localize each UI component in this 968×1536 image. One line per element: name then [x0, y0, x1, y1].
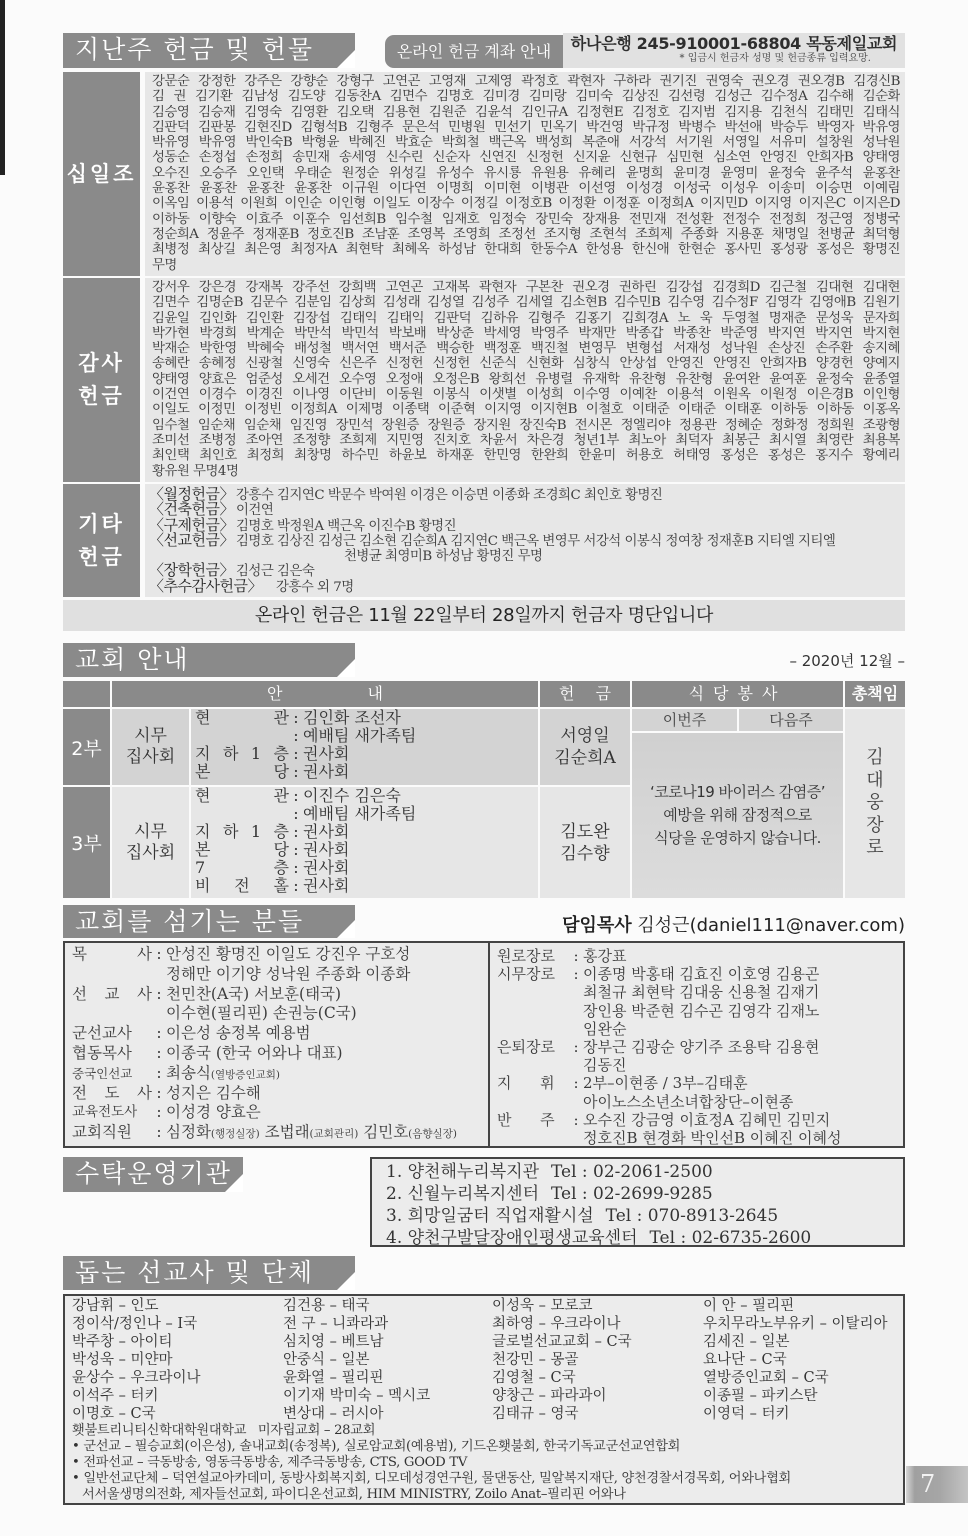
staff-row-cont — [497, 983, 902, 1001]
missionary-entry: 변상대 – 러시아 — [283, 1406, 384, 1422]
chief-char: 장 — [866, 814, 884, 836]
missionary-entry: 이종필 – 파키스탄 — [703, 1388, 818, 1404]
duty-names: 권사회 — [303, 840, 350, 859]
role-names: 이은성 송정복 예용범 — [166, 1024, 311, 1043]
staff-row-emeritus: 원로장로 : 홍강표 — [497, 947, 627, 965]
staff-row-cont — [497, 1020, 902, 1038]
duty-place: 비 전 홀 — [195, 876, 289, 895]
name-line: 김면수 김명순B 김문수 김분임 김상희 김성래 김성열 김성주 김세열 김소현B 김수민B 김수영 김수정F 김영각 김영애B 김원기 — [152, 295, 900, 311]
corner-fold-icon — [337, 920, 355, 938]
name-line: 김승영 김승재 김영숙 김영환 김오택 김용현 김원준 김윤석 김인규A 김정현E 김정호 김지범 김지용 김천식 김태민 김태식 — [152, 104, 900, 120]
role-label: 중국인선교 — [72, 1065, 133, 1081]
duty-row: : 예배팀 새가족팀 — [293, 804, 417, 823]
role-names: 안성진 황명진 이일도 강진우 구호성 — [166, 945, 411, 963]
duty-row: : 예배팀 새가족팀 — [293, 726, 417, 745]
dining-next-week: 다음주 — [739, 709, 843, 731]
name-line: 양태영 양효은 엄준성 오세건 오수영 오정애 오정은B 왕희선 유병렬 유재학 유찬형 유찬형 윤여완 윤여훈 윤정숙 윤종열 — [152, 371, 900, 387]
section-title-text: 수탁운영기관 — [75, 1159, 232, 1188]
role-names: 홍강표 — [583, 947, 627, 965]
tithe-label — [63, 72, 140, 276]
staff-row-employees: 교회직원 : 심정화(행정실장) 조법래(교회관리) 김민호(음향실장) — [72, 1123, 457, 1142]
tithe-names — [145, 72, 905, 276]
employee-name: 심정화 — [166, 1123, 211, 1142]
name-line: 성동순 손정섭 손정희 송민재 송세영 신수린 신순자 신연진 신정헌 신지윤 신현규 심민현 심소연 안영진 안희자B 양태영 — [152, 150, 900, 166]
section-title-last-week-offering — [63, 33, 355, 68]
service-label: 3부 — [71, 833, 102, 855]
corner-fold-icon — [225, 1174, 243, 1192]
missionary-entry: 글로벌선교교회 – C국 — [492, 1334, 632, 1350]
section-title-text: 지난주 헌금 및 헌물 — [75, 35, 315, 64]
name-line: 조미선 조병정 조아연 조정향 조희제 지민영 진치호 차윤서 차은경 청년1부 최노아 최덕자 최봉근 최시열 최영란 최용복 — [152, 432, 900, 448]
name-line: 이옥임 이용석 이원희 이인순 이인형 이일도 이장수 이정길 이정호B 이정환 이정훈 이정희A 이지민D 이지영 이지은C 이지은D — [152, 196, 900, 212]
duty-row: 본 당 : 권사회 — [195, 840, 350, 859]
missionary-entry: 이영덕 – 터키 — [703, 1406, 790, 1422]
dining-this-week: 이번주 — [632, 709, 737, 731]
name-line: 오수진 오승주 오인택 우태순 원정순 위성길 유성수 유시룡 유원용 유혜리 윤명희 윤미경 윤영미 윤정숙 윤주석 윤홍찬 — [152, 165, 900, 181]
offering-type: 〈추수감사헌금〉 — [149, 577, 262, 594]
duty-row: 지 하 1 층 : 권사회 — [195, 744, 350, 763]
thanks-offering-names — [145, 278, 905, 482]
service-2 — [63, 709, 110, 785]
duty-names: 권사회 — [303, 744, 350, 763]
duty-row: 현 관 : 김인화 조선자 — [195, 708, 401, 727]
bulletin-date: – 2020년 12월 – — [789, 652, 905, 670]
label-line: 헌금 — [78, 384, 125, 408]
notice-line: ‘코로나19 바이러스 감염증’ — [649, 783, 826, 801]
consigned-item — [386, 1183, 903, 1205]
header-dining: 식당봉사 — [632, 681, 843, 707]
committee-3 — [112, 787, 189, 898]
role-label: 은퇴장로 — [497, 1037, 555, 1056]
name-line: 김윤일 김인화 김인환 김장섭 김태익 김태익 김판덕 김하유 김형주 김홍기 김희경A 노 욱 두영철 명재춘 문성욱 문자희 — [152, 310, 900, 326]
staff-row-associate: 협동목사 : 이종국 (한국 어와나 대표) — [72, 1043, 343, 1062]
employee-note: (행정실장) — [210, 1128, 260, 1141]
role-names: 성지은 김수해 — [166, 1083, 261, 1102]
role-names: 정호진B 현경화 박인선B 이혜진 이혜성 — [583, 1128, 842, 1147]
facility-tel: Tel : 070-8913-2645 — [605, 1206, 779, 1226]
missionary-entry: 열방증인교회 – C국 — [703, 1370, 829, 1386]
staff-row-military: 군선교사 : 이은성 송정복 예용범 — [72, 1024, 311, 1043]
section-title-text: 돕는 선교사 및 단체 — [75, 1258, 315, 1287]
role-names: 장부근 김광순 양기주 조용탁 김용현 — [583, 1037, 820, 1056]
offering-item-monthly — [149, 486, 900, 501]
role-label: 교회직원 — [72, 1123, 132, 1142]
offering-item-mission-cont — [149, 547, 900, 562]
offering-type: 〈장학헌금〉 — [149, 562, 234, 578]
role-label: 목 사 — [72, 945, 152, 963]
duty-row: 비 전 홀 : 권사회 — [195, 876, 350, 895]
facility-name: 4. 양천구발달장애인평생교육센터 — [386, 1228, 638, 1248]
missionary-entry: 요나단 – C국 — [703, 1352, 787, 1368]
section-title-staff — [63, 905, 355, 938]
name-line: 최인택 최인호 최정희 최창명 하수민 하윤보 하재훈 한민영 한완희 한윤미 허용호 허태영 홍성은 홍성은 홍지수 황예리 — [152, 448, 900, 464]
thanks-offering-section — [63, 278, 905, 482]
section-title-missions — [63, 1256, 355, 1290]
missionary-entry: 윤상수 – 우크라이나 — [72, 1370, 201, 1386]
staff-row-cont — [497, 1002, 902, 1020]
staff-row-accompanist: 반 주 : 오수진 강금영 이효정A 김혜민 김민지 — [497, 1110, 831, 1129]
role-label: 시무장로 — [497, 965, 555, 984]
name-line: 임수철 임순채 임순채 임진영 장민석 장원증 장원증 장지원 장진숙B 전시몬 정엘리야 정용관 정혜순 정화정 정희원 조광형 — [152, 417, 900, 433]
section-title-text: 교회 안내 — [75, 645, 190, 674]
role-names: 아이노스소년소녀합창단–이현종 — [583, 1092, 794, 1111]
name-line: 박유영 박유영 박인숙B 박형윤 박혜진 박효순 박희철 백근옥 백성희 복춘애 서강석 서기원 서영일 서유미 설창원 성낙원 — [152, 135, 900, 151]
offering-2 — [540, 709, 630, 785]
missionary-entry: 김세진 – 일본 — [703, 1334, 790, 1350]
role-names: 이성경 양효은 — [166, 1103, 261, 1122]
bullet-military-mission: • 군선교 – 필승교회(이은성), 솔내교회(송정복), 실로암교회(예용범), 기드온횃불회, 한국기독교군선교연합회 — [72, 1439, 681, 1454]
offering-type: 〈선교헌금〉 — [149, 531, 234, 548]
staff-row-conductor: 지 휘 : 2부–이현종 / 3부–김태훈 — [497, 1074, 748, 1093]
duty-names: 이진수 김은숙 — [303, 786, 401, 805]
header-guide: 안 내 — [112, 681, 538, 707]
offering-item-scholarship — [149, 562, 900, 577]
account-box — [563, 33, 905, 68]
committee-line: 시무 — [134, 726, 167, 746]
duty-row: 본 당 : 권사회 — [195, 762, 350, 781]
missionary-entry: 김건용 – 태국 — [283, 1298, 370, 1314]
staff-row-cont — [72, 1004, 484, 1024]
label-line: 헌금 — [78, 544, 125, 569]
duties-3 — [191, 787, 538, 898]
chief-char: 대 — [866, 769, 884, 791]
missionary-entry: 이성욱 – 모로코 — [492, 1298, 593, 1314]
role-label: 전 도 사 — [72, 1083, 152, 1102]
name-line: 김판덕 김판봉 김현진D 김형석B 김형주 문은석 민병원 민선기 민옥기 박건영 박규정 박병수 박선애 박승두 박영자 박유영 — [152, 119, 900, 135]
staff-row-chinese: 중국인선교 : 최송식(열방증인교회) — [72, 1063, 280, 1082]
missionary-entry: 전 구 – 니콰라과 — [283, 1316, 389, 1332]
duty-names: 김인화 조선자 — [303, 708, 401, 727]
offering-names: 강흥수 김지연C 박문수 박여원 이경은 이승면 이종화 조경희C 최인호 황명진 — [235, 488, 663, 502]
corner-fold-icon — [337, 1272, 355, 1290]
missionary-entry: 이석주 – 터키 — [72, 1388, 159, 1404]
column-divider — [488, 943, 490, 1146]
consigned-item — [386, 1161, 903, 1183]
missionary-entry: 이명호 – C국 — [72, 1406, 156, 1422]
missionary-entry: 윤화열 – 필리핀 — [283, 1370, 384, 1386]
duty-names: 권사회 — [303, 822, 350, 841]
bullet-general-mission-cont: 서서울생명의전화, 제자들선교회, 파이디온선교회, HIM MINISTRY, Zoilo Anat–필리핀 어와나 — [82, 1487, 626, 1502]
duty-place: 7 층 — [195, 858, 289, 877]
offering-names: 강흥수 외 7명 — [275, 579, 354, 594]
name-line: 이일도 이정민 이정빈 이정희A 이제명 이종택 이준혁 이지영 이지현B 이철호 이태준 이태준 이태훈 이하동 이하동 이홍옥 — [152, 402, 900, 418]
offering-type: 〈월정헌금〉 — [149, 486, 234, 502]
offering-names: 김명호 박정원A 백근옥 이진수B 황명진 — [235, 518, 457, 532]
facility-tel: Tel : 02-2699-9285 — [551, 1184, 713, 1204]
missionary-entry: 천강민 – 몽골 — [492, 1352, 579, 1368]
chief-char: 웅 — [866, 792, 884, 814]
role-names: 최철규 최현탁 김대웅 신용철 김재기 — [583, 983, 820, 1002]
offering-item-thanksgiving — [149, 578, 900, 593]
duty-row: 지 하 1 층 : 권사회 — [195, 822, 350, 841]
section-title-text: 교회를 섬기는 분들 — [75, 907, 305, 936]
page-edge-bar — [0, 0, 5, 175]
offering-name: 김수향 — [560, 843, 610, 864]
consigned-item — [386, 1227, 903, 1249]
duty-row: 7 층 : 권사회 — [195, 858, 350, 877]
missionary-entry: 우치무라노부유키 – 이탈리아 — [703, 1316, 888, 1332]
missions-box — [63, 1294, 905, 1505]
thanks-offering-label — [63, 278, 140, 482]
missionary-entry: 심치영 – 베트남 — [283, 1334, 384, 1350]
senior-pastor-name: 김성근(daniel111@naver.com) — [637, 915, 905, 936]
name-line: 강서우 강은경 강재복 강주선 강희백 고연곤 고재복 곽현자 구본찬 권오경 권하린 김강섭 김경희D 김근철 김대현 김대현 — [152, 280, 900, 295]
header-offering: 헌 금 — [540, 681, 630, 707]
role-names: 이수현(필리핀) 손권능(C국) — [166, 1004, 357, 1023]
chief-in-charge — [845, 709, 905, 898]
offering-names: 김성근 김은숙 — [235, 564, 315, 578]
name-line: 송혜란 송혜정 신광철 신영숙 신은주 신정헌 신정헌 신준식 신현화 심창식 안상섭 안영진 안영진 안희자B 양경헌 양예지 — [152, 356, 900, 372]
staff-row-pastors: 목 사 : 안성진 황명진 이일도 강진우 구호성 — [72, 945, 411, 963]
duty-place: 본 당 — [195, 840, 289, 859]
duty-place: 지 하 1 층 — [195, 822, 289, 841]
staff-row-retired-elders: 은퇴장로 : 장부근 김광순 양기주 조용탁 김용현 — [497, 1037, 820, 1056]
name-line: 김 권 김기환 김남성 김도양 김동찬A 김면수 김명호 김미경 김미랑 김미숙 김상진 김선령 김성근 김수정A 김수해 김순화 — [152, 89, 900, 105]
offering-3 — [540, 787, 630, 898]
role-names: 장인용 박준현 김수곤 김영각 김재노 — [583, 1001, 820, 1020]
offering-item-mission — [149, 532, 900, 547]
offering-type: 〈건축헌금〉 — [149, 501, 234, 517]
staff-right-column — [497, 947, 902, 1147]
duty-names: 예배팀 새가족팀 — [303, 726, 417, 745]
notice-line: 식당을 운영하지 않습니다. — [654, 829, 821, 847]
dining-notice — [632, 733, 843, 898]
facility-name: 2. 신월누리복지센터 — [386, 1184, 539, 1204]
missionary-entry: 박성욱 – 미얀마 — [72, 1352, 173, 1368]
tithe-label-text: 십일조 — [66, 161, 137, 186]
name-line: 이건연 이경수 이경진 이나영 이단비 이동원 이봉식 이샛별 이성희 이수영 이예찬 이용석 이원옥 이원정 이은경B 이인형 — [152, 387, 900, 403]
name-line: 박재순 박한영 박혜숙 배성철 백서연 백서준 백승한 백정훈 백진철 변영무 변형섭 서재성 성낙원 손상진 손주환 송지혜 — [152, 341, 900, 357]
offering-names: 김명호 김상진 김성근 김소현 김순희A 김지연C 백근옥 변영무 서강석 이봉식 정여창 정재훈B 지티엘 지티엘 — [235, 533, 836, 548]
section-title-consigned — [63, 1157, 243, 1192]
header-chief: 총책임 — [845, 681, 905, 707]
page-number: 7 — [906, 1466, 968, 1503]
offering-names: 이건연 — [235, 503, 274, 517]
tithe-section — [63, 72, 905, 276]
duties-2 — [191, 709, 538, 785]
missionary-entry: 최하영 – 우크라이나 — [492, 1316, 621, 1332]
other-offering-label — [63, 484, 140, 597]
staff-row-cont — [72, 965, 484, 985]
committee-2 — [112, 709, 189, 785]
facility-name: 3. 희망일굼터 직업재활시설 — [386, 1206, 594, 1226]
committee-line: 집사회 — [125, 747, 176, 767]
name-line: 윤홍찬 윤홍찬 윤홍찬 윤홍찬 이규원 이다연 이명희 이미현 이병관 이선영 이성경 이성국 이성우 이송미 이승면 이예림 — [152, 181, 900, 197]
other-offering-list — [145, 484, 905, 597]
offering-item-building — [149, 501, 900, 516]
facility-name: 1. 양천해누리복지관 — [386, 1162, 539, 1182]
staff-row-evangelists: 전 도 사 : 성지은 김수해 — [72, 1083, 261, 1102]
role-note: (열방증인교회) — [210, 1068, 280, 1081]
offering-name: 김도완 — [560, 821, 610, 842]
role-label: 선 교 사 — [72, 984, 152, 1003]
duty-place: 본 당 — [195, 762, 289, 781]
corner-fold-icon — [337, 659, 355, 677]
role-label: 교육전도사 — [72, 1104, 138, 1121]
name-line: 강문순 강정한 강주은 강향순 강형구 고연곤 고영재 고제영 곽정호 곽현자 구하라 권기진 권영숙 권오경 권오경B 김경신B — [152, 74, 900, 89]
employee-name: 조법래 — [264, 1123, 310, 1142]
name-line: 이하동 이향숙 이효주 이훈수 임선희B 임수철 임재호 임정숙 장민숙 장재용 전민재 전성환 전정수 전정희 정근영 정병국 — [152, 211, 900, 227]
offering-type: 〈구제헌금〉 — [149, 516, 234, 532]
name-line: 최병정 최상길 최은영 최정자A 최현탁 최혜옥 하성남 한대희 한동수A 한성용 한신애 한현순 홍사민 홍성광 홍성은 황명진 — [152, 242, 900, 258]
staff-box — [63, 941, 905, 1148]
role-label: 반 주 — [497, 1110, 555, 1129]
label-line: 감사 — [78, 351, 125, 375]
missionary-entry: 강남휘 – 인도 — [72, 1298, 159, 1314]
duty-place: 지 하 1 층 — [195, 744, 289, 763]
role-label: 원로장로 — [497, 947, 555, 965]
duty-names: 권사회 — [303, 762, 350, 781]
missionary-entry: 정이삭/정인나 – I국 — [72, 1316, 198, 1332]
role-names: 천민찬(A국) 서보훈(태국) — [166, 984, 342, 1003]
role-names: 김동진 — [583, 1056, 627, 1075]
role-names: 이종국 (한국 어와나 대표) — [166, 1043, 343, 1062]
staff-row-cont — [497, 1093, 902, 1111]
label-line: 기타 — [78, 511, 125, 536]
facility-tel: Tel : 02-6735-2600 — [649, 1228, 812, 1248]
name-line: 박가현 박경희 박계순 박만석 박민석 박보배 박상춘 박세영 박영주 박재만 박종갑 박종찬 박준영 박지연 박지연 박지현 — [152, 325, 900, 341]
staff-left-column — [72, 945, 484, 1143]
service-label: 2부 — [71, 737, 102, 760]
employee-name: 김민호 — [363, 1123, 409, 1142]
employee-note: (음향실장) — [408, 1128, 457, 1141]
online-account-label: 온라인 헌금 계좌 안내 — [385, 35, 563, 68]
role-names: 이종명 박홍태 김효진 이호영 김용곤 — [583, 965, 820, 984]
duty-place: 현 관 — [195, 786, 289, 805]
missionary-entry: 이 안 – 필리핀 — [703, 1298, 795, 1314]
online-offering-notice: 온라인 헌금은 11월 22일부터 28일까지 헌금자 명단입니다 — [63, 600, 905, 631]
service-3 — [63, 787, 110, 898]
name-line: 황유원 무명4명 — [152, 463, 239, 479]
senior-pastor — [480, 911, 905, 937]
chief-char: 로 — [866, 837, 884, 859]
missionary-grid — [72, 1297, 903, 1423]
committee-line: 시무 — [134, 821, 167, 842]
committee-line: 집사회 — [125, 842, 176, 863]
staff-row-cont — [497, 1056, 902, 1074]
staff-row-edu: 교육전도사 : 이성경 양효은 — [72, 1103, 261, 1122]
role-names: 2부–이현종 / 3부–김태훈 — [583, 1074, 748, 1093]
missionary-entry: 양창근 – 파라과이 — [492, 1388, 607, 1404]
role-names: 임완순 — [583, 1019, 627, 1038]
duty-names: 권사회 — [303, 876, 350, 895]
duty-names: 예배팀 새가족팀 — [303, 804, 417, 823]
other-offering-section — [63, 484, 905, 597]
consigned-list — [370, 1157, 905, 1247]
consigned-item — [386, 1205, 903, 1227]
seminary-support: 횃불트리니티신학대학원대학교 미자립교회 – 28교회 — [72, 1423, 376, 1438]
duty-names: 권사회 — [303, 858, 350, 877]
offering-names: 천병균 최영미B 하성남 황명진 무명 — [344, 549, 543, 563]
senior-pastor-label: 담임목사 — [562, 915, 632, 936]
corner-fold-icon — [337, 50, 355, 68]
offering-item-relief — [149, 517, 900, 532]
account-note: * 입금시 헌금자 성명 및 헌금종류 입력요망. — [679, 53, 871, 64]
duty-row: 현 관 : 이진수 김은숙 — [195, 786, 401, 805]
role-names: 정해만 이기양 성낙원 주종화 이종화 — [166, 964, 411, 983]
bullet-broadcast-mission: • 전파선교 – 극동방송, 영동극동방송, 제주극동방송, CTS, GOOD TV — [72, 1455, 468, 1470]
staff-row-active-elders: 시무장로 : 이종명 박홍태 김효진 이호영 김용곤 — [497, 965, 820, 984]
role-names: 오수진 강금영 이효정A 김혜민 김민지 — [583, 1110, 831, 1129]
header-blank — [63, 681, 110, 707]
missionary-entry: 이기재 박미숙 – 멕시코 — [283, 1388, 431, 1404]
role-label: 협동목사 — [72, 1043, 132, 1062]
bank-account: 하나은행 245-910001-68804 목동제일교회 — [570, 34, 898, 53]
facility-tel: Tel : 02-2061-2500 — [551, 1162, 713, 1182]
staff-row-cont — [497, 1129, 902, 1147]
chief-char: 김 — [866, 747, 884, 769]
missionary-entry: 박주창 – 아이티 — [72, 1334, 173, 1350]
section-title-church-info — [63, 643, 355, 677]
missionary-entry: 김태규 – 영국 — [492, 1406, 579, 1422]
missionary-entry: 안중식 – 일본 — [283, 1352, 370, 1368]
role-names: 최송식 — [166, 1063, 211, 1082]
notice-line: 예방을 위해 잠정적으로 — [663, 806, 812, 824]
staff-row-missionaries: 선 교 사 : 천민찬(A국) 서보훈(태국) — [72, 984, 342, 1003]
missionary-entry: 김영철 – C국 — [492, 1370, 576, 1386]
role-label: 군선교사 — [72, 1024, 132, 1043]
employee-note: (교회관리) — [309, 1128, 359, 1141]
name-line: 정순희A 정윤주 정재훈B 정호진B 조남훈 조영복 조영희 조정선 조지형 조현석 조희제 주종화 지용훈 채명일 천병균 최덕형 — [152, 226, 900, 242]
role-label: 지 휘 — [497, 1074, 555, 1093]
church-info-table — [63, 681, 905, 898]
bullet-general-mission: • 일반선교단체 – 덕연설교아카데미, 동방사회복지회, 디모데성경연구원, 물댄동산, 밀알복지재단, 양천경찰서경목회, 어와나협회 — [72, 1471, 791, 1486]
name-line: 무명 — [152, 257, 177, 273]
offering-name: 서영일 — [560, 726, 610, 746]
offering-name: 김순희A — [554, 748, 616, 768]
duty-place: 현 관 — [195, 708, 289, 727]
